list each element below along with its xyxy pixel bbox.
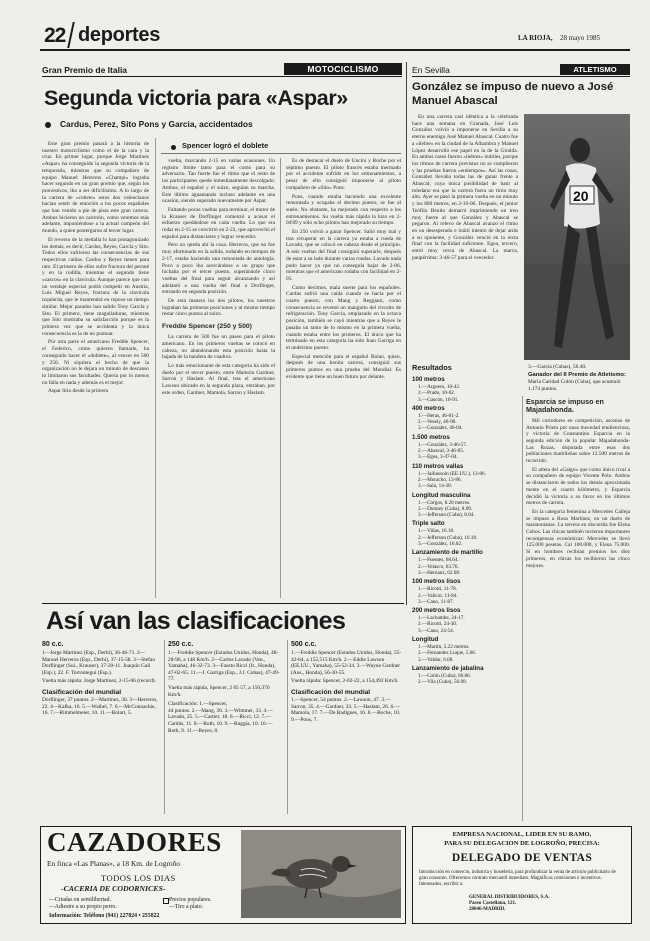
result-line: 2.—Vesely, 46-90. (418, 419, 457, 426)
class-500-title: 500 c.c. (291, 641, 317, 648)
class-80-results: 1—Jorge Martinez (Esp., Derbi), 36-46-71. 2—Manuel Herreros (Esp., Derbi), 37-15-58. 3—Stefan Dorflinger (Sui., Krauser), 37-20-11. Joaquín Gali (Esp.), 22. F. Torrontegui (Esp.). (42, 650, 156, 676)
result-line: 2.—Moracho, 13-86. (418, 476, 462, 483)
section-label-motociclismo: MOTOCICLISMO (284, 63, 402, 75)
winner-block (528, 372, 632, 392)
result-line: 3.—Cano, 11-87. (418, 598, 454, 605)
story-paragraph: vuelta, marcando 2-15 en varias ocasiones. Un registro límite tanto para el como para su adversario. Tan fuerte fue el ritmo que el resto de los participantes quede inmediatamente descolgado. Ambos, el español y el suizo, seguían su marcha. Este último aguantando incluso adelante en una ocasión, siendo superado nuevamente por Aspar. (162, 158, 275, 205)
class-250-fast-lap: Vuelta más rápida, Spencer, 2 05 57, a 150,370 Km/h. (168, 684, 270, 698)
result-line: 1.—Heras, 46-61-2. (418, 412, 460, 419)
athletics-kicker-rule (412, 76, 630, 77)
subdeck-bullet (171, 145, 176, 150)
class-500-results: 1.—Freddie Spencer (Estados Unidos, Honda), 55-42-64, a 152,515 Km/h. 2.—Eddie Lawson (EE.UU., Yamaha), 55-52-34. 3.—Wayne Gardner (Aus., Honda), 56-30-55. (291, 650, 402, 676)
story-paragraph: Este gran premio pasará a la historia de nuestro motociclismo como el de la cara y la cruz. En primer lugar, porque Jorge Martínez «Aspar» ha conseguido la segunda victoria de la temporada, mientras que su compañero de equipo Manuel Herreros «Champi» lograba hacer segundo en un gran premio que, según los pronósticos, iba a ser difícilísimo. A lo largo de la carrera de «cohete» estos dos valencianos hacían sentir de emoción a los pocos españoles que han venido a pie de pista este gran carrera. Ambos hicieron un carrerón, como veremos más adelante, imponiéndose a la actual campeón del mundo, a quien postergaron al tercer lugar. (42, 141, 149, 235)
column-divider (287, 640, 288, 814)
header-rule (40, 49, 630, 51)
result-line: 3.—Egea, 3-47-04. (418, 454, 458, 461)
result-line: 3.—Jefferson (Cuba), 8.04. (418, 512, 475, 519)
class-500-mundial-title: Clasificación del mundial (291, 688, 371, 696)
athletics-headline: González se impuso de nuevo a José Manuel Abascal (412, 81, 614, 107)
result-line: 2.—Dunney (Cuba), 8.09. (418, 505, 473, 512)
result-line: 3.—Gonzalez, 46-04. (418, 425, 463, 432)
majadahonda-title: Esparcia se impuso en Majadahonda. (526, 397, 604, 415)
athletics-paragraph: En una carrera casi idéntica a la celebrada hace una semana en Granada, José Luis González volvió a imponerse en Sevilla a su eterno enemigo José Manuel Abascal. Cuatro fue a «liebre» en la ciudad de la Alhambra y Manuel López desarrolló ese papel en la de la Giralda. En ambos casos fueron «liebres» inútiles, porque los ritmos de carrera previstos no se cumplieron y las pruebas fueron «entiempos». Así las cosas, González llevaba todas las de ganar frente a Abascal, cuya única posibilidad de batir al toledano era que la carrera fuera un tirón muy alto. Ayer se pasó la primera vuelta en un minuto y los 800 metros, en 2-10-06. Después, el junior Teófilo Benito demarró imprimiendo un tren muy fuerte al que González y Abascal se pegaron. Al relevo de Abascal avanzo el ritmo en un desesperado e inútil intento de dejar atrás a su oponente, y González venció en la recta final con la facilidad suficiente. Egea, tercero, entró muy cerca de Abascal. La marca, paupérrima: 3-46-57 para el vencedor. (412, 114, 518, 261)
result-line: 3.—Cano, 24-54. (418, 627, 455, 634)
class-250-class-title: Clasificación: 1.—Spencer, (168, 701, 228, 708)
result-line: 1.—Fuentes, 68.64. (418, 557, 459, 564)
result-line: 2.—Abascal, 3-46-85. (418, 448, 465, 455)
story-paragraph: La carrera de 500 fue un paseo para el piloto americano. En los primeros vueltas se colocó en cabeza, no abandonando esta posición hasta la bajada de la bandera de cuadros. (162, 334, 275, 361)
class-250-column (168, 640, 284, 817)
result-event-title: 100 metros (412, 376, 445, 383)
ad-days: TODOS LOS DIAS (101, 873, 176, 883)
runner-photo (524, 114, 630, 360)
class-80-mundial-title: Clasificación del mundial (42, 688, 122, 696)
result-line: 1.—Martín, 5.22 metros. (418, 644, 470, 651)
ad-address-line: Paseo Castellana, 121. (469, 901, 517, 906)
result-event-title: 100 metros lisos (412, 578, 461, 586)
result-line: 1.—Lachambe, 24-17. (418, 615, 465, 622)
class-80-fast-lap: Vuelta más rápida: Jorge Martinez, 2-15-66 (record). (42, 678, 156, 685)
majadahonda-block (526, 396, 630, 824)
result-event-title: Longitud masculina (412, 491, 471, 499)
winner-text: María Caridad Colón (Cuba), que acumuló 1.174 puntos. (528, 379, 621, 392)
result-event-title: 110 metros vallas (412, 462, 464, 470)
section-label-atletismo: ATLETISMO (560, 64, 630, 75)
story-paragraph: Especial mención para el español Bulan, quien, después de una bonita carrera, consiguió sus primeros puntos en una prueba del Mundial. Es evidente que tiene un buen futuro por delante. (286, 353, 401, 380)
result-line: 3.—González, 16.02. (418, 541, 463, 548)
result-line: 2.—Ricotti, 24-30. (418, 621, 458, 628)
story-paragraph: En 250 volvió a ganar Spencer. Salió muy mal y tras recuperar en la carrera ya estaba a rueda de Lavado, que se colocó en cabeza desde el principio. A seis vueltas del final consiguió superarle, después de estar a su lado durante varias rondas. Lavado nada pudo hacer ya que no conseguía bajar de 2-06, mientras que el americano rodaba con facilidad en 2-05. (286, 229, 401, 282)
ad-item: —Criadas en semilibertad. (49, 897, 111, 903)
page-number: 22 (44, 24, 66, 47)
story-column-2 (162, 158, 275, 598)
result-line: 1.—Colón (Cuba), 66.86. (418, 672, 472, 679)
story-paragraph: Faltando pocas vueltas para terminar, el motor de la Krauser de Dorflinger comenzó a acusar el esfuerzo quedándose en cada vuelta. Lo que era rodar en 2-15 se convirtió en 2-22, que aprovechó el español para distanciarse y lograr vencedor. (162, 206, 275, 240)
ad-item: —Adiestre a su propio perro. (49, 904, 117, 910)
winner-label: Ganador del II Premio de Atletismo: (528, 372, 627, 378)
results-title: Resultados (412, 363, 452, 372)
ad-item: —Tiro a plato. (169, 904, 204, 910)
class-500-fast-lap: Vuelta rápida: Spencer, 2-02-22, a 154,492 Km/h. (291, 678, 399, 685)
story-paragraph: De esta manera los dos pilotos, los nuestros lograban las primeras posiciones y al mismo tiempo restar cinco puntos al suizo. (162, 298, 275, 318)
main-right-divider (406, 62, 407, 605)
class-250-title: 250 c.c. (168, 641, 194, 648)
ad-brand: CAZADORES (47, 827, 222, 857)
class-80-column (42, 640, 160, 817)
section-divider-slash (67, 22, 75, 48)
story-paragraph: Pons, cuando estaba haciendo una excelente remontada y ocupaba el decimo puesto, se fue al suelo. No obstante, ha mejorado con respecto a los entrenamientos. Su vuelta más rápida la hizo en 2-04'89 y sólo ocho pilotos han mejorado su tiempo. (286, 193, 401, 227)
result-event-title: 1.500 metros (412, 433, 450, 441)
main-headline: Segunda victoria para «Aspar» (44, 86, 348, 110)
ad-cazadores (40, 826, 406, 924)
classifications-headline: Así van las clasificaciones (46, 607, 346, 635)
ad-address-line: 28046-MADRID. (469, 907, 506, 912)
story-paragraph: Es de destacar el duelo de Uncini y Roche por el séptimo puesto. El piloto francés estaba mermado por el accidente sufrido en los entrenamientos, a pesar de ello consiguió imponerse al piloto compañero de «Sito» Pons. (286, 158, 401, 191)
story-paragraph: Como decimos, mala suerte para los españoles. Cardus sufrió una caída cuando se hacía por el cuarto puesto, con Mang y Reggiani, como consecuencia se reventó un manguito del circuito de refrigeración. Tony García, emplazado en la octava posición, también se cayó mientras que a Reyes le pasaba un tanto de lo mismo en la primera vuelta, cuando estaba entre los primeros. El único que ha terminado en esta categoría ha sido Juan Garriga en el undécimo puesto. (286, 284, 401, 351)
result-line: 1.—Viñas, 16.18. (418, 528, 455, 535)
classifications-top-rule (42, 603, 404, 604)
ad-contact: Información: Teléfono (941) 227824 • 255822 (49, 913, 160, 919)
result-line: 2.—Vila (Cuba), 56.08. (418, 679, 467, 686)
result-line: 2.—Valicor, 11-84. (418, 592, 458, 599)
results-column (412, 362, 520, 822)
quail-photo (241, 830, 401, 918)
story-column-3 (286, 158, 401, 598)
result-event-title: Longitud (412, 636, 439, 644)
ad-company-line: EMPRESA NACIONAL, LIDER EN SU RAMO, (452, 831, 592, 838)
column-divider (155, 138, 156, 598)
newspaper-name: LA RIOJA, (518, 34, 553, 42)
athletics-paragraph: El atleta del «Galgo» que como único rival a su compañero de equipo Vicente Polo. Ambos se distanciaron de todos los demás aproximada mente en el cuarto kilómetro, y Esparcia decidió la victoria a su favor en los últimos metros de carrera. (526, 466, 630, 507)
ad-company-line: PARA SU DELEGACION DE LOGROÑO, PRECISA: (444, 840, 600, 847)
ad-location: En finca «Las Planas», a 18 Km. de Logroño (47, 859, 180, 868)
results-list (412, 376, 520, 686)
runner-photo-image (524, 114, 630, 360)
result-line: 1.—Corgos, 8.20 metros. (418, 499, 471, 506)
result-line: 1.—Arguero, 10-42. (418, 384, 461, 390)
athletics-kicker: En Sevilla (412, 65, 450, 75)
column-divider (522, 396, 523, 821)
ad-delegado (412, 826, 632, 924)
result-line: 1.—Ricotti, 11-78. (418, 586, 457, 593)
story-kicker: Gran Premio de Italia (42, 65, 128, 75)
result-line: 1.—González, 3-46-57. (418, 441, 467, 448)
story-subhead: Freddie Spencer (250 y 500) (162, 323, 252, 331)
athletics-paragraph: En la categoría femenina a Mercedes Calleja se impuso a Rosa Martínez, en un duelo de maratonianas. La tercera en discordia fue Elena Cobos. Las chicas también tuvieron importantes recompensas económicas: Mercedes se llevó 125.000 pesetas. Cal 100.000, y Elena 75.000. Si en hombres recibían premios los diez primeros, en chicas los recibieron las cinco mejores. (526, 508, 630, 569)
class-500-mundial: 1.—Spencer, 54 puntos. 2.—Lawson, 47. 3.—Sarron, 35. 4.—Gardner, 33. 5.—Haslam, 26. 6.—Mamola, 17. 7.—De Radigues, 16. 8.—Roche, 10. 9.—Pons, 7. (291, 696, 401, 723)
page-header (40, 24, 628, 48)
result-line: 2.—Jefferson (Cuba), 16.18. (418, 534, 478, 541)
result-line: 2.—Prado, 10-62. (418, 390, 456, 397)
section-name: deportes (78, 24, 161, 46)
story-column-1 (42, 141, 149, 599)
ad-checkbox-icon (163, 898, 169, 904)
ad-job-title: DELEGADO DE VENTAS (451, 852, 593, 864)
ad-item: Precios populares. (169, 897, 212, 903)
main-deck: Cardus, Perez, Sito Pons y Garcia, accidentados (60, 119, 253, 129)
class-80-title: 80 c.c. (42, 641, 64, 648)
result-line: 2.—Fernandez Luque, 5.66. (418, 650, 477, 657)
issue-date: 28 mayo 1985 (560, 34, 601, 42)
result-event-title: Lanzamiento de martillo (412, 549, 483, 557)
story-paragraph: Pero no queda ahí la cosa. Herreros, que no fue muy afortunado en la salida, rodando en tiempos de 2-17, estaba haciendo una remontada de antología. Poco a poco iba acercándose a un grupo que luchaba por el tercer puesto, superándole cinco vueltas del final para seguir alcanzando y así adelantó a una vuelta del final a Dorflinger, entrando en segunda posición. (162, 242, 275, 296)
athletics-body (412, 114, 518, 362)
result-line: 1.—Jaillassoin (EE.UU.), 13-86. (418, 470, 486, 477)
class-250-results: 1.—Freddie Spencer (Estados Unidos, Honda), 48-28-96, a 148 Km/h. 2—Carlos Lavado (Ven., Yamaha), 46-32-73. 3—Fausto Ricci (It., Honda), 47-02-65. 11.—J. Garriga (Esp., J.J. Cobas), 47-49-77. (168, 650, 280, 683)
class-80-mundial: Dorflinger, 37 puntos. 2—Martinez, 30. 3—Herreros, 22. 4—Kafka, 16. 5.—Waibel, 7. 6.—McConnachie, 16. 7.—Rimmelmeier, 10. 11.—Bolart, 5. (42, 696, 158, 717)
story-paragraph: El reverso de la medalla lo han protagonizado los demás, es decir, Cardus, Reyes, García y Sito. Todos ellos sufrieron las consecuencias de sus respectivas caídas. Cardus y Reyes tienen para rato. El primero de ellos sufre fractura del peroné y en la rodilla, mientras el segundo tiene «cascos» en la clavícula. Aunque parece que con un vendaje especial podrá competir en Austria, Luis Miguel Reyes, fractura de la clavícula izquierda, que le mantendrá en reposo un tiempo similar. Mejor parados han salido Tony García y Sito. El primero, tiene magulladuras, mientras que Sito mostraba su satisfacción porque es la primera vez que se accidenta y la única consecuencia es la de no puntuar. (42, 236, 149, 337)
result-line: 3.—Sala, 14-38. (418, 483, 453, 490)
result-event-title: 400 metros (412, 404, 445, 412)
ad-address-company: GENERAL DISTRIBUIDORES, S.A. (469, 895, 550, 900)
svg-text:20: 20 (573, 188, 589, 204)
photo-caption: 3.—Garcia (Cubas), 56.40. (528, 364, 587, 370)
story-paragraph: Por otra parte el americano Freddie Spencer, el Federico, como quieren llamarle, ha conseguido hacer el «doblete», al vencer en 500 y 250. Ni siquiera el hecho de que la organización no le dejara un minuto de descanso lo limitaron sus facultades. Quería por lo menos no falla en nada y además es el mejor. (42, 339, 149, 386)
kicker-rule (42, 76, 402, 77)
sub-deck: Spencer logró el doblete (182, 141, 269, 150)
ad-address (469, 895, 619, 913)
result-event-title: 200 metros lisos (412, 607, 461, 615)
quail-icon (241, 830, 401, 918)
story-paragraph: Lo más emocionante de esta categoría ha sido el duelo por el tercer puesto, entre Mamola Gardner, Sarron y Haslam. Al final, tras el americano Lawson ubicado en la segunda plaza, entraban, por este orden, Gardner, Mamola, Sarron y Haslam. (162, 362, 275, 396)
result-line: 3.—Valdor, 6.08. (418, 656, 454, 663)
athletics-paragraph: Mil corredores en competición, ascenso de Antonio Prieto por unas mocedad tendienciosa, y victoria de Constantino Esparcia en la segunda edición de la popular Majadahonda-Las Rozas, disputada entre esas dos poblaciones madrileñas sobre 12.500 metros de recorrido. (526, 417, 630, 465)
column-divider (280, 158, 281, 598)
ad-body: Introducción en comercio, industria y hostelería, para profundizar la venta de artículo publicitario de gran consumo. Ofrecemos contrato mercantil inmediato. Magníficas comisiones e incentivos. Interesados, escribir a: (419, 870, 616, 887)
class-250-class: 44 puntos. 2.—Mang, 36. 3.—Wimmer, 33. 4.—Lavado, 25. 5.—Cartier, 18. 6.—Ricci, 12. 7.—Cardús, 11. 8.—Roth, 10. 9.—Ruggia, 10. 10.—Roth, 9. 11.—Reyes, 8. (168, 707, 273, 734)
result-event-title: Lanzamiento de jabalina (412, 664, 484, 672)
result-event-title: Triple salto (412, 520, 445, 528)
result-line: 2.—Velasco, 63.76. (418, 563, 459, 570)
result-line: 3.—Gascón, 10-91. (418, 396, 459, 403)
subdeck-rule (161, 153, 401, 154)
column-divider (164, 640, 165, 814)
class-500-column (291, 640, 403, 817)
ad-hunt: -CACERIA DE CODORNICES- (61, 884, 166, 893)
story-paragraph: Aspar lirio desde la primera (48, 388, 109, 395)
result-line: 3.—Hernanz, 62.08. (418, 569, 461, 576)
deck-bullet (45, 122, 51, 128)
